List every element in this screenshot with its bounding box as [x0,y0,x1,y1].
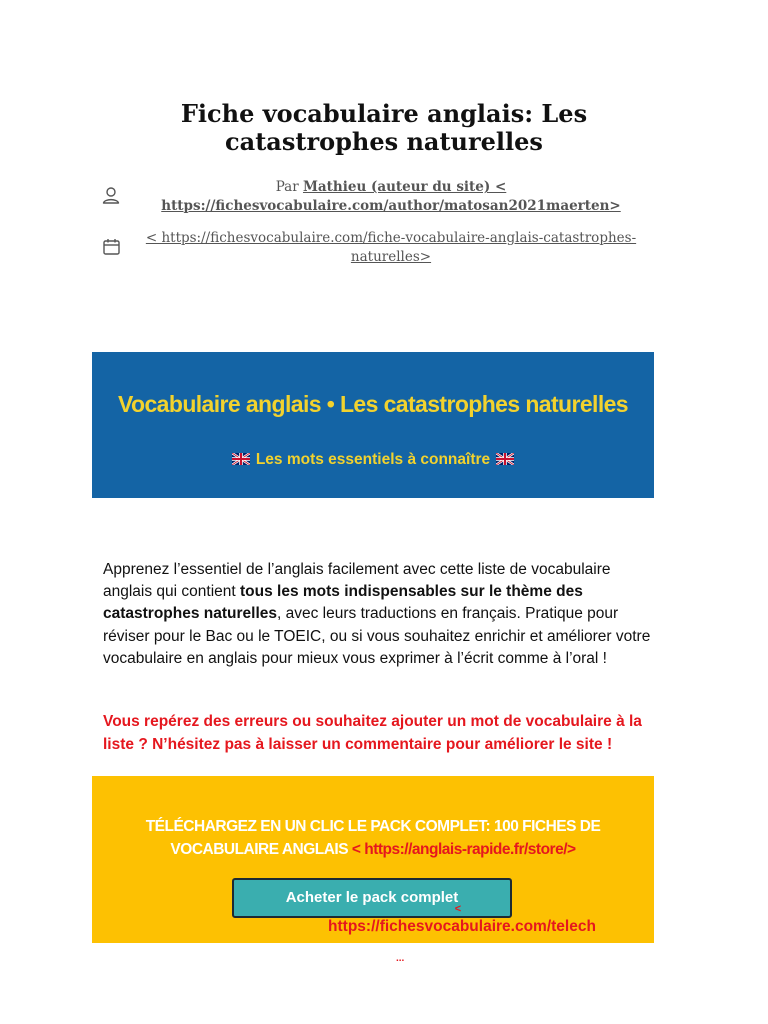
promo-heading: TÉLÉCHARGEZ EN UN CLIC LE PACK COMPLET: 100 FICHES DE VOCABULAIRE ANGLAIS [145,818,601,858]
download-link[interactable] [312,904,612,939]
author-meta [100,178,660,216]
page-title: Fiche vocabulaire anglais: Les catastrophes naturelles [180,99,588,156]
user-icon [100,184,122,206]
date-meta [100,229,660,267]
article-link[interactable]: < https://fichesvocabulaire.com/fiche-vocabulaire-anglais-catastrophes-naturelles> [145,230,637,265]
uk-flag-icon [232,453,250,465]
intro-bold: tous les mots indispensables sur le thème des catastrophes naturelles [103,583,583,623]
download-link-text[interactable]: https://fichesvocabulaire.com/telech [328,918,596,935]
intro-text: Apprenez l’essentiel de l’anglais facilement avec cette liste de vocabulaire anglais qui contient [103,561,611,601]
banner-title: Vocabulaire anglais • Les catastrophes naturelles [118,391,628,417]
buy-pack-button[interactable]: Acheter le pack complet [232,878,512,918]
intro-paragraph [103,559,658,670]
title-banner [92,352,654,498]
link-overflow: ... [396,953,405,964]
feedback-notice: Vous repérez des erreurs ou souhaitez ajouter un mot de vocabulaire à la liste ? N’hésitez pas à laisser un commentaire pour améliorer le site ! [103,713,642,753]
promo-box [92,776,654,943]
download-link-bracket: < [454,903,462,915]
author-prefix: Par [275,179,299,195]
promo-text [122,816,624,861]
intro-text: , avec leurs traductions en français. Pratique pour réviser pour le Bac ou le TOEIC, ou si vous souhaitez enrichir et améliorer votre vocabulaire en anglais pour mieux vous exprimer à l’écrit comme à l’oral ! [103,605,651,667]
calendar-icon [100,235,122,257]
store-link[interactable]: < https://anglais-rapide.fr/store/> [351,840,576,858]
author-link[interactable]: Mathieu (auteur du site) < https://fichesvocabulaire.com/author/matosan2021maerten> [161,179,621,214]
uk-flag-icon [496,453,514,465]
banner-subtitle-text: Les mots essentiels à connaître [255,451,491,468]
banner-subtitle [92,451,654,469]
